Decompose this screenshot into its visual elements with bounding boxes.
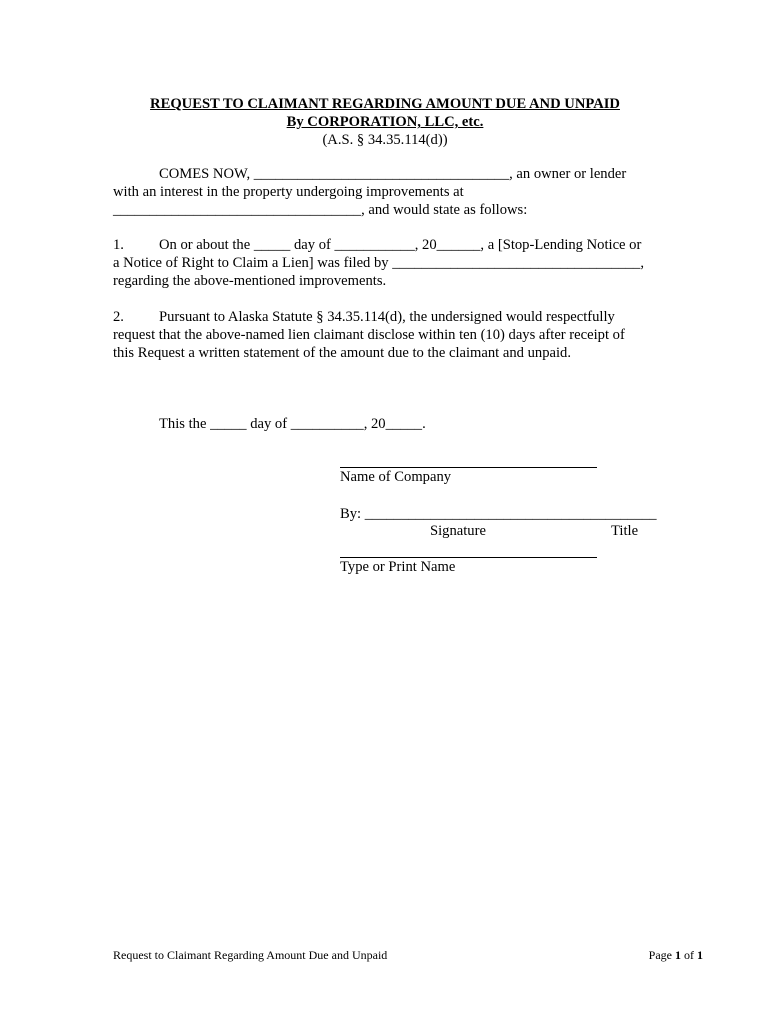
- paragraph-2-line-3: this Request a written statement of the amount due to the claimant and unpaid.: [113, 345, 571, 361]
- paragraph-1-line-2: a Notice of Right to Claim a Lien] was filed by __________________________________,: [113, 255, 644, 271]
- footer-page-number: Page 1 of 1: [648, 948, 703, 962]
- paragraph-2: [113, 308, 658, 362]
- statute-reference: (A.S. § 34.35.114(d)): [322, 132, 448, 148]
- date-line: This the _____ day of __________, 20_____.: [159, 416, 426, 432]
- intro-line-1: COMES NOW, ___________________________________, an owner or lender: [159, 166, 627, 182]
- company-label: Name of Company: [340, 469, 452, 485]
- signature-label: Signature: [430, 523, 486, 539]
- title-label: Title: [611, 523, 639, 539]
- paragraph-2-line-2: request that the above-named lien claimant disclose within ten (10) days after receipt of: [113, 327, 625, 343]
- paragraph-1-line-3: regarding the above-mentioned improvements.: [113, 273, 387, 289]
- footer-document-name: Request to Claimant Regarding Amount Due and Unpaid: [113, 948, 388, 962]
- paragraph-1-line-1: 1. On or about the _____ day of ___________, 20______, a [Stop-Lending Notice or: [113, 237, 642, 253]
- intro-line-3: __________________________________, and would state as follows:: [113, 202, 528, 218]
- intro-paragraph: [113, 165, 658, 219]
- paragraph-1-number: 1.: [113, 237, 124, 253]
- paragraph-2-number: 2.: [113, 309, 124, 325]
- document-subtitle: By CORPORATION, LLC, etc.: [286, 114, 484, 130]
- by-signature-line: By: ________________________________________: [340, 506, 657, 522]
- paragraph-2-line-1: 2. Pursuant to Alaska Statute § 34.35.114(d), the undersigned would respectfully: [113, 309, 615, 325]
- document-title: REQUEST TO CLAIMANT REGARDING AMOUNT DUE AND UNPAID: [150, 96, 620, 112]
- title-block: [0, 95, 770, 149]
- paragraph-1: [113, 236, 658, 290]
- print-name-label: Type or Print Name: [340, 559, 456, 575]
- intro-line-2: with an interest in the property undergoing improvements at: [113, 184, 464, 200]
